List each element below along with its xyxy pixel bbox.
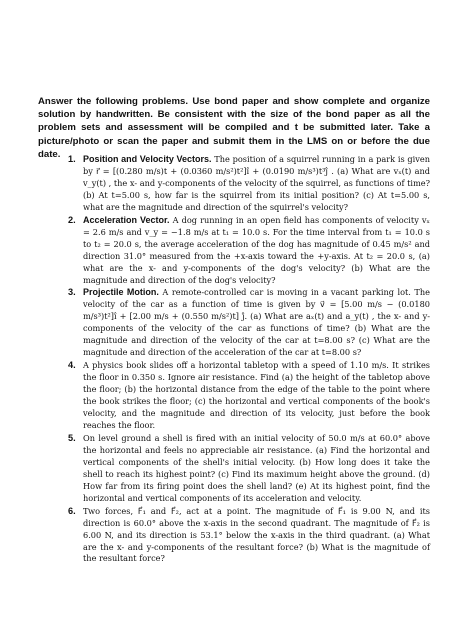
problem-number: 5. — [68, 432, 76, 443]
problem-text: A remote-controlled car is moving in a vacant parking lot. The velocity of the car as a function of time is given by v⃗ = [5.00 m/s − (0.0180 m/s³)t²]î + [2.00 m/s + (0.550 m/s²)t] ĵ. (a) What are aₓ(t) and a_y(t) , the x- and y-components of the velocity of the car as functions of time? (b) What are the magnitude and direction of the velocity of the car at t=8.00 s? (c) What are the magnitude and direction of the acceleration of the car at t=8.00 s? — [83, 287, 430, 358]
problem-title: Projectile Motion. — [83, 287, 159, 298]
instructions-paragraph: Answer the following problems. Use bond paper and show complete and organize solution by handwritten. Be consistent with the size of the bond paper as all the problem sets and assessment will be compiled and t be submitted later. Take a picture/photo or scan the paper and submit them in the LMS on or before the due date. — [38, 96, 430, 160]
problem-3 — [38, 287, 430, 359]
problem-number: 1. — [68, 154, 76, 164]
problem-text: On level ground a shell is fired with an initial velocity of 50.0 m/s at 60.0° above the horizontal and feels no appreciable air resistance. (a) Find the horizontal and vertical components of the shell's initial velocity. (b) How long does it take the shell to reach its highest point? (c) Find its maximum height above the ground. (d) How far from its firing point does the shell land? (e) At its highest point, find the horizontal and vertical components of its acceleration and velocity. — [83, 432, 430, 503]
problem-6 — [38, 506, 430, 566]
problem-title: Acceleration Vector. — [83, 214, 170, 225]
problem-number: 3. — [68, 287, 76, 298]
problem-2 — [38, 215, 430, 287]
problem-text: The position of a squirrel running in a park is given by r⃗ = [(0.280 m/s)t + (0.0360 m/s²)t²]î + (0.0190 m/s³)t³ĵ . (a) What are vₓ(t) and v_y(t) , the x- and y-components of the velocity of the squirrel, as functions of time? (b) At t=5.00 s, how far is the squirrel from its initial position? (c) At t=5.00 s, what are the magnitude and direction of the squirrel's velocity? — [83, 154, 431, 212]
problem-4 — [38, 360, 430, 432]
problem-number: 6. — [68, 505, 76, 516]
problem-5 — [38, 433, 430, 505]
problem-title: Position and Velocity Vectors. — [83, 154, 212, 164]
problem-text: A dog running in an open field has components of velocity vₓ = 2.6 m/s and v_y = −1.8 m/s at t₁ = 10.0 s. For the time interval from t₁ = 10.0 s to t₂ = 20.0 s, the average acceleration of the dog has magnitude of 0.45 m/s² and direction 31.0° measured from the +x-axis toward the +y-axis. At t₂ = 20.0 s, (a) what are the x- and y-components of the dog's velocity? (b) What are the magnitude and direction of the dog's velocity? — [83, 214, 430, 285]
problem-number: 2. — [68, 214, 76, 225]
problem-text: A physics book slides off a horizontal tabletop with a speed of 1.10 m/s. It strikes the floor in 0.350 s. Ignore air resistance. Find (a) the height of the tabletop above the floor; (b) the horizontal distance from the edge of the table to the point where the book strikes the floor; (c) the horizontal and vertical components of the book's velocity, and the magnitude and direction of its velocity, just before the book reaches the floor. — [83, 360, 430, 430]
problem-text: Two forces, F⃗₁ and F⃗₂, act at a point. The magnitude of F⃗₁ is 9.00 N, and its direction is 60.0° above the x-axis in the second quadrant. The magnitude of F⃗₂ is 6.00 N, and its direction is 53.1° below the x-axis in the third quadrant. (a) What are the x- and y-components of the resultant force? (b) What is the magnitude of the resultant force? — [83, 505, 430, 564]
problem-list — [38, 154, 430, 566]
problem-number: 4. — [68, 360, 76, 371]
problem-1 — [38, 154, 430, 214]
